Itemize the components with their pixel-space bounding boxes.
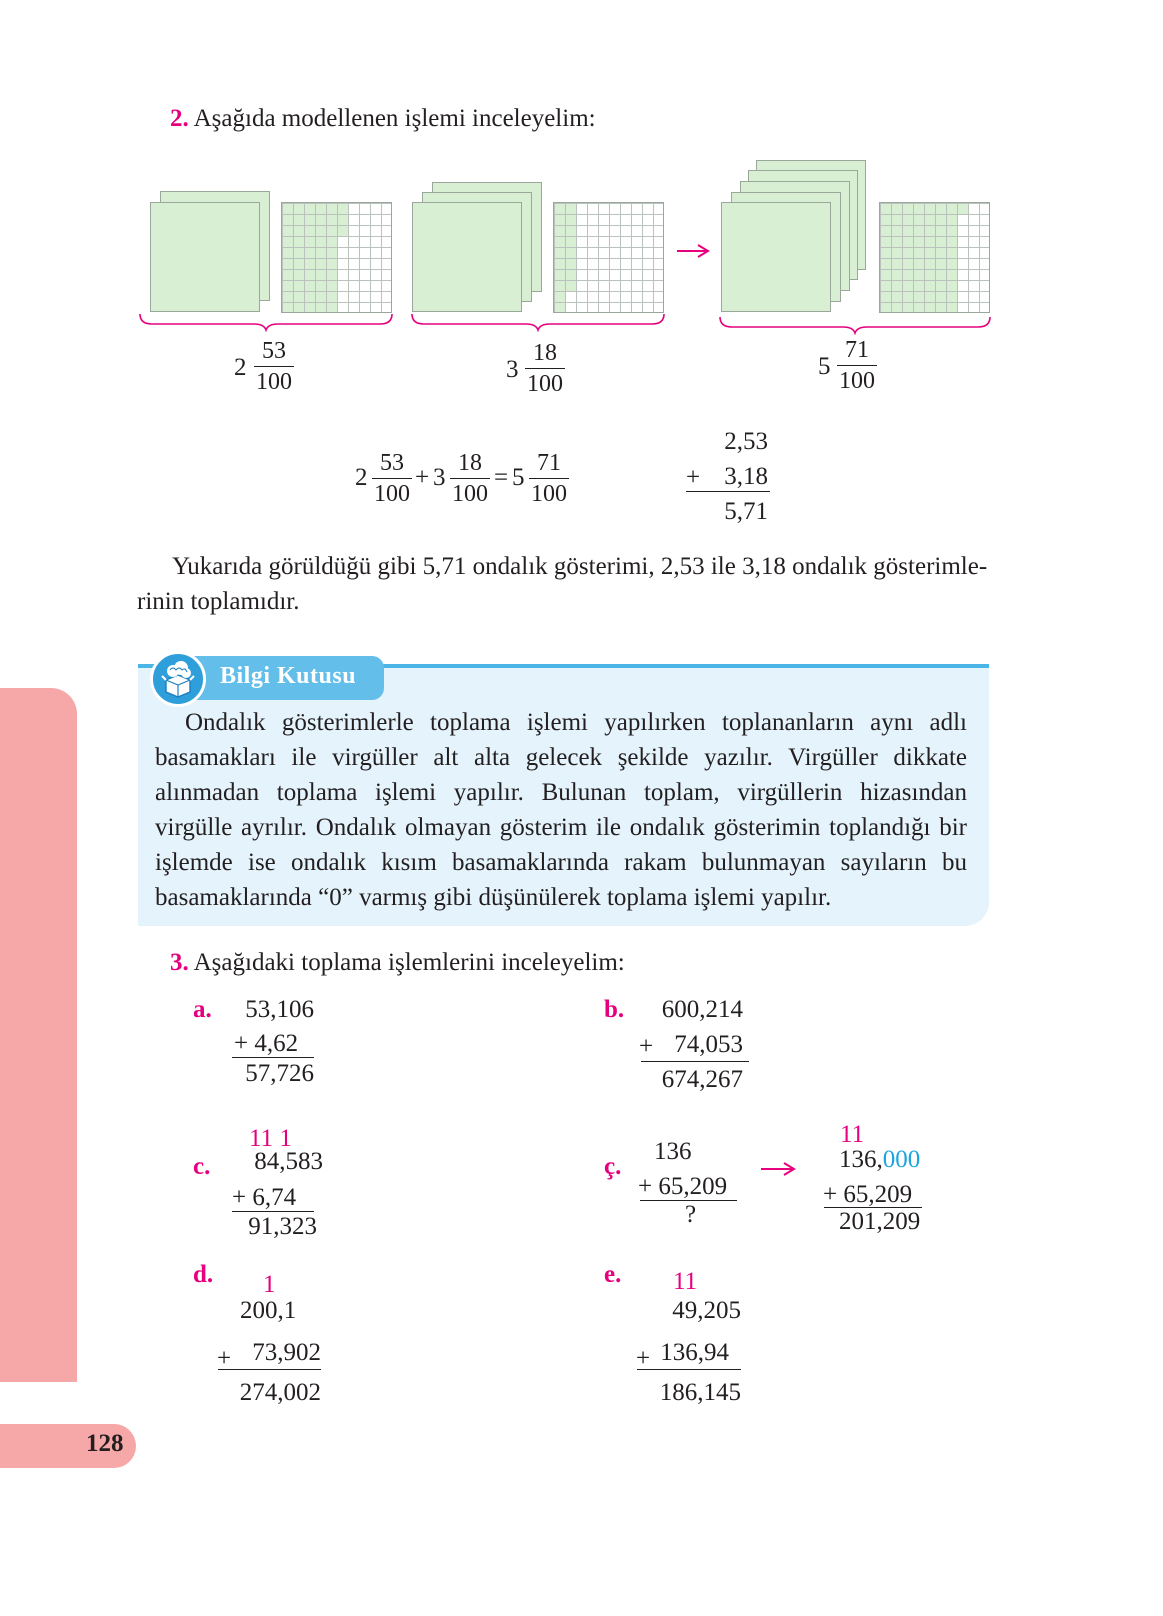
addend-bottom-2: + 65,209 bbox=[823, 1181, 913, 1208]
numerator: 71 bbox=[537, 450, 561, 476]
hundred-grid bbox=[553, 202, 664, 313]
denominator: 100 bbox=[839, 368, 875, 394]
model-1-whole: 2 bbox=[234, 354, 247, 381]
numerator: 53 bbox=[380, 450, 404, 476]
plus-sign: + bbox=[639, 1033, 654, 1060]
addend-top: 200,1 bbox=[240, 1297, 297, 1324]
eq-plus: + bbox=[415, 464, 430, 491]
eq-equals: = bbox=[494, 464, 509, 491]
model-2-brace bbox=[410, 312, 666, 332]
brain-box-icon bbox=[150, 651, 206, 707]
model-3-fraction bbox=[837, 337, 877, 394]
sum-result: 5,71 bbox=[724, 498, 768, 525]
eq-whole-c: 5 bbox=[512, 464, 525, 491]
plus-sign: + bbox=[636, 1345, 651, 1372]
addend-bottom: + 65,209 bbox=[638, 1173, 728, 1200]
carry-digits: 11 bbox=[840, 1121, 865, 1148]
denominator: 100 bbox=[531, 481, 567, 507]
denominator: 100 bbox=[452, 481, 488, 507]
problem-2-text: Aşağıda modellenen işlemi inceleyelim: bbox=[193, 105, 596, 132]
exercise-a-label: a. bbox=[193, 996, 212, 1023]
exercise-d-label: d. bbox=[193, 1261, 214, 1288]
addend-bottom: 74,053 bbox=[674, 1031, 743, 1058]
eq-fraction-b bbox=[450, 450, 490, 507]
exercise-c-label: c. bbox=[193, 1153, 211, 1180]
numerator: 18 bbox=[458, 450, 482, 476]
addend-top: 53,106 bbox=[245, 996, 314, 1023]
info-box-title: Bilgi Kutusu bbox=[220, 663, 357, 689]
sum-result: 57,726 bbox=[245, 1060, 314, 1087]
problem-3-heading bbox=[170, 948, 625, 978]
problem-2-heading bbox=[170, 104, 596, 134]
numerator: 53 bbox=[262, 338, 286, 364]
integer-part: 136, bbox=[839, 1146, 883, 1173]
addend-top: 600,214 bbox=[661, 996, 743, 1023]
model-2-whole: 3 bbox=[506, 356, 519, 383]
hundred-grid bbox=[281, 202, 392, 313]
addend-top: 136 bbox=[654, 1138, 692, 1165]
sum-result: 674,267 bbox=[661, 1066, 743, 1093]
side-margin-band bbox=[0, 688, 77, 1382]
carry-digits: 11 1 bbox=[249, 1125, 292, 1152]
addend-top: 84,583 bbox=[254, 1148, 323, 1175]
addend-bottom: + 6,74 bbox=[232, 1184, 297, 1211]
denominator: 100 bbox=[374, 481, 410, 507]
denominator: 100 bbox=[527, 371, 563, 397]
addend-top-padded bbox=[839, 1146, 920, 1174]
explanation-line-2: rinin toplamıdır. bbox=[137, 588, 300, 615]
page-number: 128 bbox=[86, 1430, 124, 1457]
sum-unknown: ? bbox=[685, 1201, 697, 1228]
exercise-e-label: e. bbox=[604, 1261, 622, 1288]
sum-result: 186,145 bbox=[659, 1379, 741, 1406]
padded-zeros: 000 bbox=[882, 1146, 921, 1173]
sum-result-2: 201,209 bbox=[839, 1208, 921, 1235]
whole-square bbox=[412, 202, 522, 312]
sum-result: 274,002 bbox=[239, 1379, 321, 1406]
exercise-cc-label: ç. bbox=[604, 1153, 622, 1180]
eq-whole-b: 3 bbox=[433, 464, 446, 491]
model-1-brace bbox=[138, 312, 394, 332]
eq-fraction-c bbox=[529, 450, 569, 507]
numerator: 71 bbox=[845, 337, 869, 363]
explanation-line-1: Yukarıda görüldüğü gibi 5,71 ondalık gösterimi, 2,53 ile 3,18 ondalık gösterimle- bbox=[172, 553, 988, 580]
sum-result: 91,323 bbox=[248, 1213, 317, 1240]
model-3-brace bbox=[718, 315, 992, 335]
denominator: 100 bbox=[256, 369, 292, 395]
model-3-whole: 5 bbox=[818, 353, 831, 380]
carry-digits: 1 bbox=[263, 1271, 276, 1298]
exercise-b-label: b. bbox=[604, 996, 625, 1023]
problem-2-number: 2. bbox=[170, 105, 189, 132]
eq-fraction-a bbox=[372, 450, 412, 507]
info-box-text: Ondalık gösterimlerle toplama işlemi yapılırken toplananların aynı adlı basamakları ile virgüller alt alta gelecek şekilde yazılır. Virgüller dikkate alınmadan toplama işlemi yapılır. Bulunan toplam, virgüllerin hizasından virgülle ayrılır. Ondalık olmayan gösterim ile ondalık gösterimin toplandığı bir işlemde ise ondalık kısım basamaklarında rakam bulunmayan sayıların bu basamaklarında “0” varmış gibi düşünülerek toplama işlemi yapılır. bbox=[155, 709, 967, 911]
whole-square bbox=[721, 202, 831, 312]
addend-bottom: 73,902 bbox=[252, 1339, 321, 1366]
plus-sign: + bbox=[686, 464, 701, 491]
addend-top: 2,53 bbox=[724, 428, 768, 455]
carry-digits: 11 bbox=[673, 1268, 698, 1295]
plus-sign: + bbox=[217, 1345, 232, 1372]
hundred-grid bbox=[879, 202, 990, 313]
arrow-right-icon bbox=[676, 243, 710, 259]
eq-whole-a: 2 bbox=[355, 464, 368, 491]
arrow-right-icon bbox=[760, 1161, 796, 1177]
whole-square bbox=[150, 202, 260, 312]
addend-bottom: 3,18 bbox=[724, 463, 768, 490]
model-1-fraction bbox=[254, 338, 294, 395]
model-2-fraction bbox=[525, 340, 565, 397]
problem-3-number: 3. bbox=[170, 949, 189, 976]
addend-bottom: 136,94 bbox=[660, 1339, 729, 1366]
addend-top: 49,205 bbox=[672, 1297, 741, 1324]
addend-bottom: + 4,62 bbox=[234, 1030, 299, 1057]
problem-3-text: Aşağıdaki toplama işlemlerini inceleyelim: bbox=[193, 949, 625, 976]
numerator: 18 bbox=[533, 340, 557, 366]
